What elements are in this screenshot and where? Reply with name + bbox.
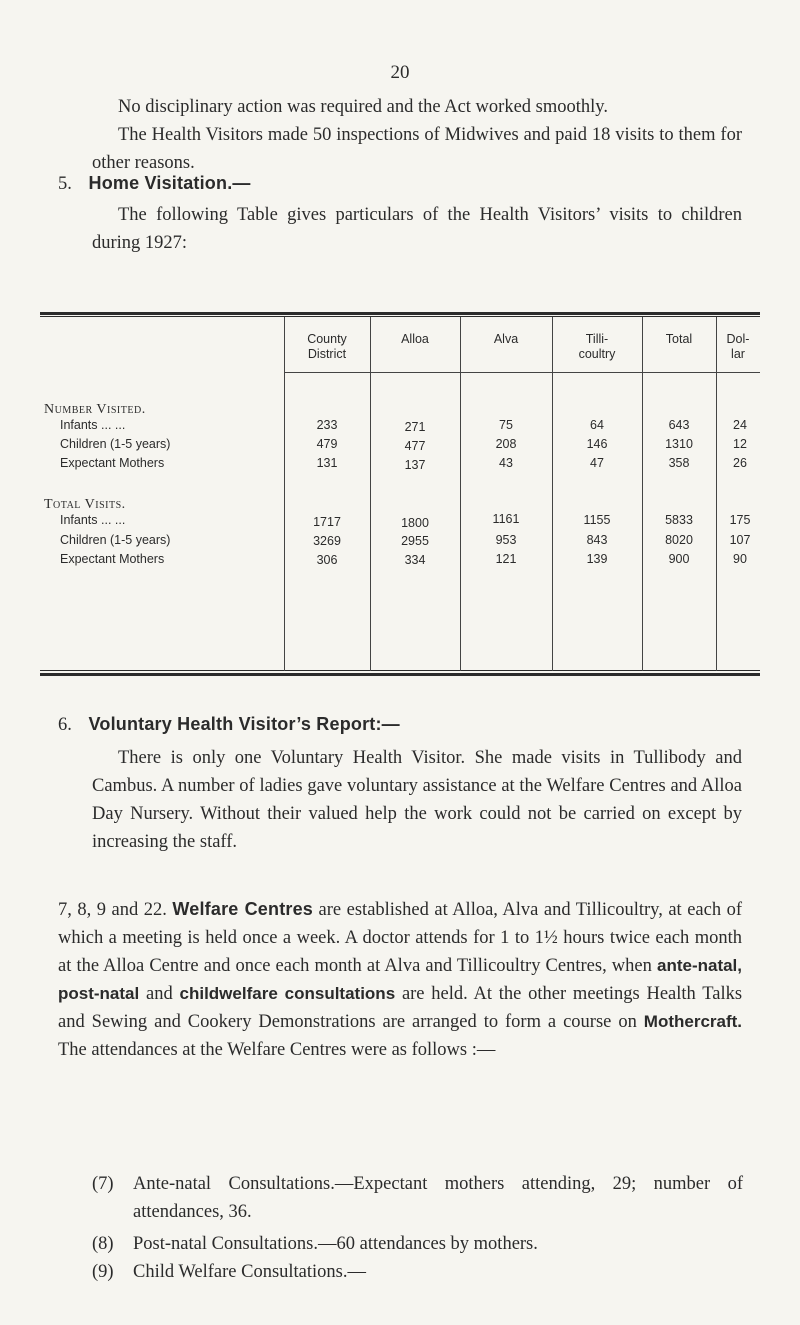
table-cell: 75 [499, 418, 513, 432]
table-cell: 479 [316, 437, 338, 451]
page-number: 20 [390, 62, 410, 83]
row-label: Infants ... ... [60, 418, 126, 432]
section-5-title: Home Visitation.— [88, 173, 251, 193]
table-cell: 107 [729, 533, 751, 547]
section-7-paragraph [58, 895, 742, 1064]
intro-paragraph-2: The Health Visitors made 50 inspections of Midwives and paid 18 visits to them for other reasons. [92, 125, 742, 173]
section-7-text-b: and [146, 984, 173, 1004]
table-column-divider [460, 317, 461, 671]
section-6-number: 6. [58, 715, 72, 735]
table-cell: 139 [586, 552, 608, 566]
column-header-tillicoultry: Tilli- coultry [578, 332, 616, 361]
group-title-total-visits: Total Visits. [44, 497, 126, 512]
table-cell: 334 [404, 553, 426, 567]
row-label: Infants ... ... [60, 513, 126, 527]
row-label: Expectant Mothers [60, 552, 165, 566]
table-column-divider [370, 317, 371, 671]
table-column-divider [642, 317, 643, 671]
table-cell: 233 [316, 418, 338, 432]
table-cell: 90 [733, 552, 747, 566]
table-cell: 8020 [665, 533, 693, 547]
table-cell: 146 [586, 437, 608, 451]
table-cell: 175 [729, 513, 751, 527]
table-column-divider [716, 317, 717, 671]
table-cell: 131 [316, 456, 338, 470]
table-column-divider [552, 317, 553, 671]
list-item-number: (7) [92, 1174, 114, 1194]
table-cell: 64 [590, 418, 604, 432]
column-header-county-district: County District [307, 332, 347, 361]
home-visitation-table [40, 312, 760, 676]
list-item [0, 1230, 800, 1260]
row-label: Children (1-5 years) [60, 533, 171, 547]
table-cell: 1717 [313, 515, 341, 529]
row-label: Expectant Mothers [60, 456, 165, 470]
section-7-text-a: are established at Alloa, Alva and Tillicoultry, at each of which a meeting is held once a week. A doctor attends for 1 to 1½ hours twice each month at the Alloa Centre and once each month at Alva and Tillicoultry Centres, when [58, 900, 743, 976]
table-cell: 953 [495, 533, 517, 547]
section-5-text: The following Table gives particulars of the Health Visitors’ visits to children during 1927: [92, 205, 742, 253]
list-item-text: Post-natal Consultations.—60 attendances by mothers. [133, 1234, 538, 1254]
list-item-number: (8) [92, 1234, 114, 1254]
table-cell: 137 [404, 458, 426, 472]
table-bottom-rule [40, 673, 760, 676]
table-cell: 358 [668, 456, 690, 470]
group-title-number-visited: Number Visited. [44, 402, 146, 417]
section-7-text-d: The attendances at the Welfare Centres were as follows :— [58, 1040, 496, 1060]
section-7-title: Welfare Centres [172, 899, 314, 919]
table-cell: 208 [495, 437, 517, 451]
section-7-number: 7, 8, 9 and 22. [58, 900, 167, 920]
table-cell: 24 [733, 418, 747, 432]
table-cell: 477 [404, 439, 426, 453]
column-header-total: Total [665, 332, 693, 346]
section-6-title: Voluntary Health Visitor’s Report:— [88, 714, 400, 734]
table-cell: 271 [404, 420, 426, 434]
table-cell: 5833 [665, 513, 693, 527]
table-cell: 2955 [401, 534, 429, 548]
row-label: Children (1-5 years) [60, 437, 171, 451]
table-cell: 12 [733, 437, 747, 451]
table-top-rule-thin [40, 316, 760, 317]
table-cell: 1800 [401, 516, 429, 530]
table-bottom-rule-thin [40, 670, 760, 671]
list-item-number: (9) [92, 1262, 114, 1282]
section-5-number: 5. [58, 174, 72, 194]
table-top-rule [40, 312, 760, 315]
table-cell: 47 [590, 456, 604, 470]
section-6-heading [58, 714, 400, 736]
table-cell: 43 [499, 456, 513, 470]
section-7-bold-c: Mothercraft. [643, 1012, 743, 1031]
section-7-text-c: are held. At the other meetings Health Talks and Sewing and Cookery Demonstrations are arranged to form a course on [58, 984, 743, 1032]
table-cell: 900 [668, 552, 690, 566]
table-column-divider [284, 317, 285, 671]
list-item-text: Child Welfare Consultations.— [133, 1262, 366, 1282]
table-cell: 306 [316, 553, 338, 567]
column-header-alloa: Alloa [401, 332, 429, 346]
table-cell: 1161 [492, 512, 520, 526]
intro-paragraph-1: No disciplinary action was required and the Act worked smoothly. [118, 97, 608, 117]
table-cell: 26 [733, 456, 747, 470]
section-6-text: There is only one Voluntary Health Visitor. She made visits in Tullibody and Cambus. A number of ladies gave voluntary assistance at the Welfare Centres and Alloa Day Nursery. Without their valued help the work could not be carried on except by increasing the staff. [92, 748, 742, 852]
list-item-text: Ante-natal Consultations.—Expectant mothers attending, 29; number of attendances, 36. [133, 1174, 743, 1222]
section-5-heading [58, 173, 251, 195]
table-cell: 1155 [583, 513, 611, 527]
table-cell: 1310 [665, 437, 693, 451]
table-header-rule [284, 372, 760, 373]
table-cell: 843 [586, 533, 608, 547]
list-item [0, 1258, 800, 1288]
column-header-dollar: Dol- lar [726, 332, 750, 361]
table-cell: 643 [668, 418, 690, 432]
section-7-bold-b: childwelfare consultations [179, 984, 396, 1003]
section-7-bold-a: ante-natal, post-natal [58, 956, 743, 1003]
table-cell: 121 [495, 552, 517, 566]
column-header-alva: Alva [493, 332, 519, 346]
list-item [0, 1170, 800, 1230]
table-cell: 3269 [313, 534, 341, 548]
